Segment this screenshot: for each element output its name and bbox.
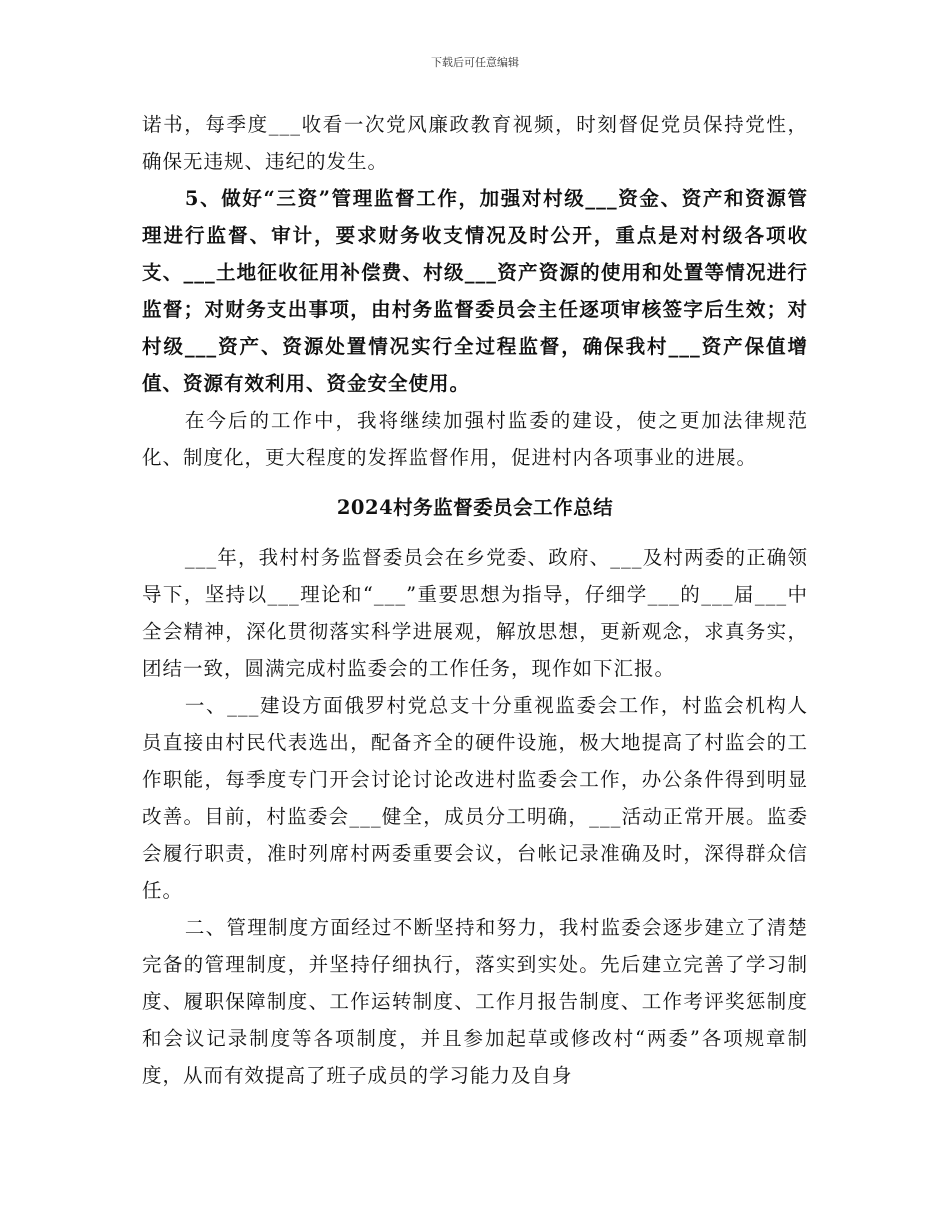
paragraph-continued: 诺书，每季度___收看一次党风廉政教育视频，时刻督促党员保持党性，确保无违规、违纪的发生。: [142, 113, 808, 173]
document-body: [142, 106, 808, 1094]
paragraph-item-5: 5、做好“三资”管理监督工作，加强对村级___资金、资产和资源管理进行监督、审计，要求财务收支情况及时公开，重点是对村级各项收支、___土地征收征用补偿费、村级___资产资源的使用和处置等情况进行监督；对财务支出事项，由村务监督委员会主任逐项审核签字后生效；对村级___资产、资源处置情况实行全过程监督，确保我村___资产保值增值、资源有效利用、资金安全使用。: [142, 187, 808, 395]
section-title: 2024村务监督委员会工作总结: [336, 496, 614, 519]
paragraph-intro: ___年，我村村务监督委员会在乡党委、政府、___及村两委的正确领导下，坚持以___理论和“___”重要思想为指导，仔细学___的___届___中全会精神，深化贯彻落实科学进展观，解放思想，更新观念，求真务实，团结一致，圆满完成村监委会的工作任务，现作如下汇报。: [142, 546, 808, 680]
paragraph-section-one: 一、___建设方面俄罗村党总支十分重视监委会工作，村监会机构人员直接由村民代表选出，配备齐全的硬件设施，极大地提高了村监会的工作职能，每季度专门开会讨论讨论改进村监委会工作，办公条件得到明显改善。目前，村监委会___健全，成员分工明确，___活动正常开展。监委会履行职责，准时列席村两委重要会议，台帐记录准确及时，深得群众信任。: [142, 694, 808, 902]
paragraph-section-two: 二、管理制度方面经过不断坚持和努力，我村监委会逐步建立了清楚完备的管理制度，并坚持仔细执行，落实到实处。先后建立完善了学习制度、履职保障制度、工作运转制度、工作月报告制度、工作考评奖惩制度和会议记录制度等各项制度，并且参加起草或修改村“两委”各项规章制度，从而有效提高了班子成员的学习能力及自身: [142, 916, 808, 1087]
page-header: 下载后可任意编辑: [431, 56, 519, 69]
paragraph-future-work: 在今后的工作中，我将继续加强村监委的建设，使之更加法律规范化、制度化，更大程度的发挥监督作用，促进村内各项事业的进展。: [142, 409, 808, 469]
